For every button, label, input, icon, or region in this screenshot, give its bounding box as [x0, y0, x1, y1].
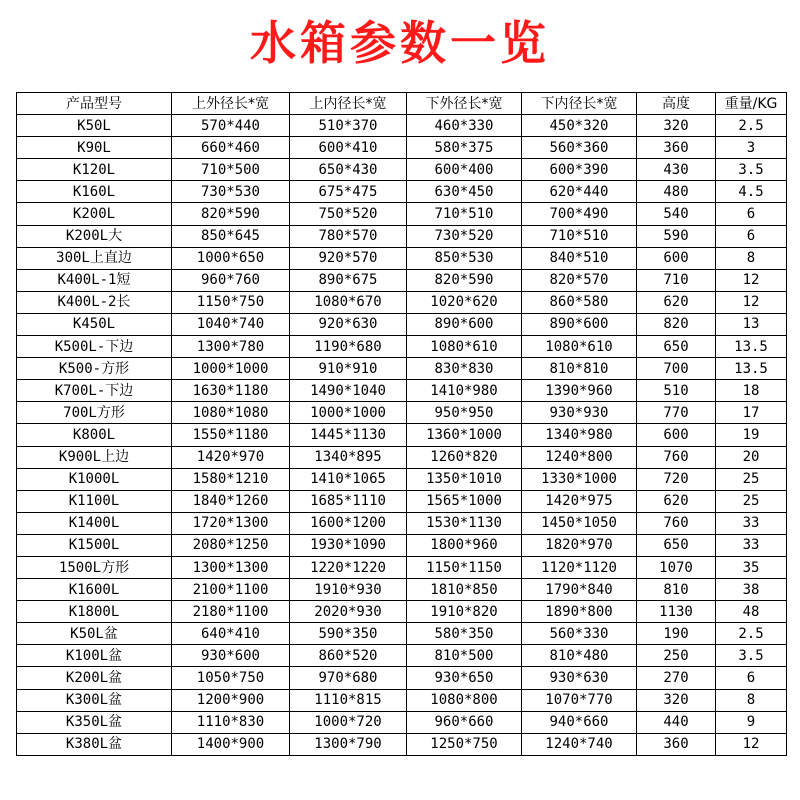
- table-row: [17, 512, 787, 534]
- cell-weight: 48: [716, 601, 787, 623]
- cell-top-outer: 1300*1300: [172, 556, 290, 578]
- cell-bottom-inner: 810*480: [522, 645, 637, 667]
- cell-bottom-inner: 600*390: [522, 159, 637, 181]
- cell-weight: 25: [716, 490, 787, 512]
- cell-top-inner: 910*910: [290, 358, 407, 380]
- cell-top-outer: 1630*1180: [172, 380, 290, 402]
- cell-top-inner: 1445*1130: [290, 424, 407, 446]
- table-row: [17, 468, 787, 490]
- cell-weight: 8: [716, 689, 787, 711]
- cell-top-inner: 780*570: [290, 225, 407, 247]
- cell-height: 620: [637, 490, 716, 512]
- cell-height: 190: [637, 623, 716, 645]
- cell-weight: 38: [716, 579, 787, 601]
- cell-model: K800L: [17, 424, 172, 446]
- cell-bottom-inner: 860*580: [522, 291, 637, 313]
- header-height: 高度: [637, 93, 716, 115]
- cell-height: 720: [637, 468, 716, 490]
- cell-weight: 2.5: [716, 115, 787, 137]
- cell-weight: 25: [716, 468, 787, 490]
- page-title: 水箱参数一览: [250, 16, 550, 70]
- cell-bottom-outer: 580*375: [407, 137, 522, 159]
- cell-height: 360: [637, 137, 716, 159]
- cell-top-inner: 1220*1220: [290, 556, 407, 578]
- cell-top-inner: 1600*1200: [290, 512, 407, 534]
- cell-bottom-outer: 890*600: [407, 313, 522, 335]
- table-row: [17, 247, 787, 269]
- cell-top-outer: 640*410: [172, 623, 290, 645]
- cell-weight: 33: [716, 534, 787, 556]
- cell-weight: 6: [716, 667, 787, 689]
- cell-bottom-outer: 1565*1000: [407, 490, 522, 512]
- cell-model: K1400L: [17, 512, 172, 534]
- cell-top-inner: 1685*1110: [290, 490, 407, 512]
- cell-weight: 4.5: [716, 181, 787, 203]
- cell-height: 540: [637, 203, 716, 225]
- cell-bottom-outer: 710*510: [407, 203, 522, 225]
- table-row: [17, 380, 787, 402]
- cell-bottom-inner: 710*510: [522, 225, 637, 247]
- cell-bottom-inner: 1890*800: [522, 601, 637, 623]
- table-row: [17, 490, 787, 512]
- cell-top-inner: 1000*1000: [290, 402, 407, 424]
- cell-height: 510: [637, 380, 716, 402]
- table-row: [17, 225, 787, 247]
- cell-bottom-outer: 1150*1150: [407, 556, 522, 578]
- cell-bottom-inner: 1240*740: [522, 733, 637, 755]
- cell-top-outer: 1200*900: [172, 689, 290, 711]
- cell-height: 320: [637, 689, 716, 711]
- table-row: [17, 181, 787, 203]
- cell-bottom-inner: 930*630: [522, 667, 637, 689]
- cell-weight: 12: [716, 733, 787, 755]
- cell-height: 1130: [637, 601, 716, 623]
- cell-weight: 13: [716, 313, 787, 335]
- cell-height: 650: [637, 336, 716, 358]
- cell-bottom-outer: 930*650: [407, 667, 522, 689]
- table-row: [17, 336, 787, 358]
- cell-top-inner: 600*410: [290, 137, 407, 159]
- cell-top-outer: 1420*970: [172, 446, 290, 468]
- cell-weight: 33: [716, 512, 787, 534]
- cell-bottom-inner: 890*600: [522, 313, 637, 335]
- table-row: [17, 689, 787, 711]
- cell-height: 760: [637, 512, 716, 534]
- table-row: [17, 313, 787, 335]
- cell-top-inner: 1190*680: [290, 336, 407, 358]
- cell-bottom-outer: 960*660: [407, 711, 522, 733]
- cell-top-outer: 1110*830: [172, 711, 290, 733]
- cell-height: 250: [637, 645, 716, 667]
- cell-weight: 20: [716, 446, 787, 468]
- cell-top-inner: 1910*930: [290, 579, 407, 601]
- cell-model: K500-方形: [17, 358, 172, 380]
- cell-bottom-inner: 700*490: [522, 203, 637, 225]
- cell-top-inner: 1080*670: [290, 291, 407, 313]
- table-row: [17, 711, 787, 733]
- cell-bottom-outer: 580*350: [407, 623, 522, 645]
- cell-weight: 2.5: [716, 623, 787, 645]
- table-row: [17, 137, 787, 159]
- cell-top-inner: 2020*930: [290, 601, 407, 623]
- cell-bottom-outer: 1080*610: [407, 336, 522, 358]
- cell-bottom-inner: 1330*1000: [522, 468, 637, 490]
- cell-weight: 6: [716, 203, 787, 225]
- table-row: [17, 402, 787, 424]
- table-row: [17, 291, 787, 313]
- cell-bottom-inner: 1240*800: [522, 446, 637, 468]
- cell-model: K300L盆: [17, 689, 172, 711]
- cell-top-inner: 590*350: [290, 623, 407, 645]
- cell-top-outer: 1400*900: [172, 733, 290, 755]
- cell-top-inner: 1000*720: [290, 711, 407, 733]
- cell-top-outer: 710*500: [172, 159, 290, 181]
- cell-height: 700: [637, 358, 716, 380]
- cell-bottom-inner: 1120*1120: [522, 556, 637, 578]
- cell-height: 320: [637, 115, 716, 137]
- cell-model: 300L上直边: [17, 247, 172, 269]
- table-row: [17, 269, 787, 291]
- cell-model: K90L: [17, 137, 172, 159]
- cell-model: K450L: [17, 313, 172, 335]
- cell-top-outer: 1300*780: [172, 336, 290, 358]
- cell-bottom-inner: 1420*975: [522, 490, 637, 512]
- header-model: 产品型号: [17, 93, 172, 115]
- cell-height: 760: [637, 446, 716, 468]
- cell-height: 600: [637, 247, 716, 269]
- cell-weight: 13.5: [716, 336, 787, 358]
- table-row: [17, 733, 787, 755]
- cell-height: 810: [637, 579, 716, 601]
- table-header-row: [17, 93, 787, 115]
- cell-height: 440: [637, 711, 716, 733]
- cell-model: K50L: [17, 115, 172, 137]
- cell-model: K160L: [17, 181, 172, 203]
- cell-top-outer: 960*760: [172, 269, 290, 291]
- cell-model: 700L方形: [17, 402, 172, 424]
- table-row: [17, 115, 787, 137]
- cell-bottom-outer: 1910*820: [407, 601, 522, 623]
- cell-bottom-outer: 1250*750: [407, 733, 522, 755]
- cell-weight: 35: [716, 556, 787, 578]
- cell-top-inner: 860*520: [290, 645, 407, 667]
- table-row: [17, 556, 787, 578]
- cell-top-outer: 1050*750: [172, 667, 290, 689]
- cell-model: K500L-下边: [17, 336, 172, 358]
- cell-weight: 12: [716, 291, 787, 313]
- parameter-table: [16, 92, 787, 756]
- cell-model: K200L: [17, 203, 172, 225]
- cell-bottom-inner: 1450*1050: [522, 512, 637, 534]
- cell-top-inner: 1340*895: [290, 446, 407, 468]
- cell-height: 710: [637, 269, 716, 291]
- cell-bottom-outer: 600*400: [407, 159, 522, 181]
- cell-top-inner: 1300*790: [290, 733, 407, 755]
- cell-bottom-outer: 820*590: [407, 269, 522, 291]
- cell-model: 1500L方形: [17, 556, 172, 578]
- cell-bottom-outer: 1020*620: [407, 291, 522, 313]
- cell-weight: 9: [716, 711, 787, 733]
- cell-bottom-inner: 930*930: [522, 402, 637, 424]
- cell-top-inner: 650*430: [290, 159, 407, 181]
- cell-model: K1800L: [17, 601, 172, 623]
- cell-weight: 18: [716, 380, 787, 402]
- cell-model: K400L-1短: [17, 269, 172, 291]
- cell-height: 600: [637, 424, 716, 446]
- cell-model: K700L-下边: [17, 380, 172, 402]
- cell-bottom-inner: 450*320: [522, 115, 637, 137]
- cell-weight: 3: [716, 137, 787, 159]
- cell-top-outer: 1080*1080: [172, 402, 290, 424]
- cell-bottom-outer: 730*520: [407, 225, 522, 247]
- cell-top-outer: 850*645: [172, 225, 290, 247]
- cell-weight: 3.5: [716, 645, 787, 667]
- cell-top-inner: 1490*1040: [290, 380, 407, 402]
- table-row: [17, 534, 787, 556]
- cell-top-inner: 750*520: [290, 203, 407, 225]
- cell-bottom-outer: 830*830: [407, 358, 522, 380]
- cell-bottom-outer: 460*330: [407, 115, 522, 137]
- cell-top-outer: 2100*1100: [172, 579, 290, 601]
- cell-weight: 17: [716, 402, 787, 424]
- table-row: [17, 358, 787, 380]
- cell-top-outer: 2180*1100: [172, 601, 290, 623]
- cell-bottom-inner: 1080*610: [522, 336, 637, 358]
- cell-bottom-inner: 560*330: [522, 623, 637, 645]
- cell-height: 430: [637, 159, 716, 181]
- cell-bottom-outer: 1810*850: [407, 579, 522, 601]
- cell-model: K1500L: [17, 534, 172, 556]
- cell-bottom-outer: 1530*1130: [407, 512, 522, 534]
- cell-model: K1000L: [17, 468, 172, 490]
- cell-model: K900L上边: [17, 446, 172, 468]
- cell-top-outer: 1840*1260: [172, 490, 290, 512]
- cell-top-inner: 1410*1065: [290, 468, 407, 490]
- cell-bottom-outer: 1080*800: [407, 689, 522, 711]
- cell-top-outer: 570*440: [172, 115, 290, 137]
- cell-top-inner: 920*570: [290, 247, 407, 269]
- cell-top-inner: 920*630: [290, 313, 407, 335]
- cell-height: 650: [637, 534, 716, 556]
- cell-model: K200L大: [17, 225, 172, 247]
- cell-top-outer: 1580*1210: [172, 468, 290, 490]
- cell-top-inner: 510*370: [290, 115, 407, 137]
- cell-bottom-inner: 560*360: [522, 137, 637, 159]
- cell-top-inner: 890*675: [290, 269, 407, 291]
- cell-top-outer: 2080*1250: [172, 534, 290, 556]
- cell-model: K1600L: [17, 579, 172, 601]
- cell-bottom-inner: 1390*960: [522, 380, 637, 402]
- table-row: [17, 446, 787, 468]
- table-row: [17, 623, 787, 645]
- cell-bottom-inner: 810*810: [522, 358, 637, 380]
- cell-top-outer: 1000*650: [172, 247, 290, 269]
- header-bottom-outer: 下外径长*宽: [407, 93, 522, 115]
- cell-bottom-outer: 1260*820: [407, 446, 522, 468]
- table-row: [17, 667, 787, 689]
- cell-height: 270: [637, 667, 716, 689]
- table-row: [17, 203, 787, 225]
- table-body: [17, 115, 787, 756]
- cell-bottom-outer: 1410*980: [407, 380, 522, 402]
- table-row: [17, 159, 787, 181]
- cell-model: K120L: [17, 159, 172, 181]
- cell-bottom-inner: 940*660: [522, 711, 637, 733]
- cell-model: K350L盆: [17, 711, 172, 733]
- cell-bottom-outer: 1800*960: [407, 534, 522, 556]
- cell-model: K50L盆: [17, 623, 172, 645]
- cell-top-inner: 1930*1090: [290, 534, 407, 556]
- table-row: [17, 579, 787, 601]
- cell-top-inner: 1110*815: [290, 689, 407, 711]
- cell-weight: 3.5: [716, 159, 787, 181]
- table-row: [17, 424, 787, 446]
- cell-bottom-outer: 950*950: [407, 402, 522, 424]
- cell-height: 360: [637, 733, 716, 755]
- cell-top-outer: 820*590: [172, 203, 290, 225]
- table-row: [17, 645, 787, 667]
- cell-weight: 13.5: [716, 358, 787, 380]
- table-row: [17, 601, 787, 623]
- cell-bottom-inner: 1340*980: [522, 424, 637, 446]
- cell-top-inner: 675*475: [290, 181, 407, 203]
- cell-bottom-outer: 850*530: [407, 247, 522, 269]
- cell-height: 820: [637, 313, 716, 335]
- cell-top-outer: 660*460: [172, 137, 290, 159]
- cell-top-outer: 1040*740: [172, 313, 290, 335]
- cell-bottom-outer: 1360*1000: [407, 424, 522, 446]
- cell-top-outer: 930*600: [172, 645, 290, 667]
- cell-top-outer: 1000*1000: [172, 358, 290, 380]
- cell-bottom-inner: 620*440: [522, 181, 637, 203]
- cell-top-outer: 1720*1300: [172, 512, 290, 534]
- cell-model: K1100L: [17, 490, 172, 512]
- cell-height: 480: [637, 181, 716, 203]
- cell-model: K380L盆: [17, 733, 172, 755]
- cell-weight: 8: [716, 247, 787, 269]
- cell-top-outer: 1150*750: [172, 291, 290, 313]
- cell-model: K100L盆: [17, 645, 172, 667]
- cell-bottom-inner: 820*570: [522, 269, 637, 291]
- header-top-inner: 上内径长*宽: [290, 93, 407, 115]
- cell-model: K400L-2长: [17, 291, 172, 313]
- cell-height: 770: [637, 402, 716, 424]
- cell-weight: 19: [716, 424, 787, 446]
- cell-top-outer: 1550*1180: [172, 424, 290, 446]
- cell-top-outer: 730*530: [172, 181, 290, 203]
- cell-bottom-outer: 630*450: [407, 181, 522, 203]
- cell-top-inner: 970*680: [290, 667, 407, 689]
- header-top-outer: 上外径长*宽: [172, 93, 290, 115]
- cell-height: 620: [637, 291, 716, 313]
- cell-bottom-outer: 810*500: [407, 645, 522, 667]
- cell-height: 590: [637, 225, 716, 247]
- header-bottom-inner: 下内径长*宽: [522, 93, 637, 115]
- cell-bottom-inner: 1070*770: [522, 689, 637, 711]
- cell-bottom-outer: 1350*1010: [407, 468, 522, 490]
- cell-bottom-inner: 840*510: [522, 247, 637, 269]
- cell-bottom-inner: 1790*840: [522, 579, 637, 601]
- cell-weight: 6: [716, 225, 787, 247]
- cell-model: K200L盆: [17, 667, 172, 689]
- cell-height: 1070: [637, 556, 716, 578]
- header-weight: 重量/KG: [716, 93, 787, 115]
- cell-bottom-inner: 1820*970: [522, 534, 637, 556]
- cell-weight: 12: [716, 269, 787, 291]
